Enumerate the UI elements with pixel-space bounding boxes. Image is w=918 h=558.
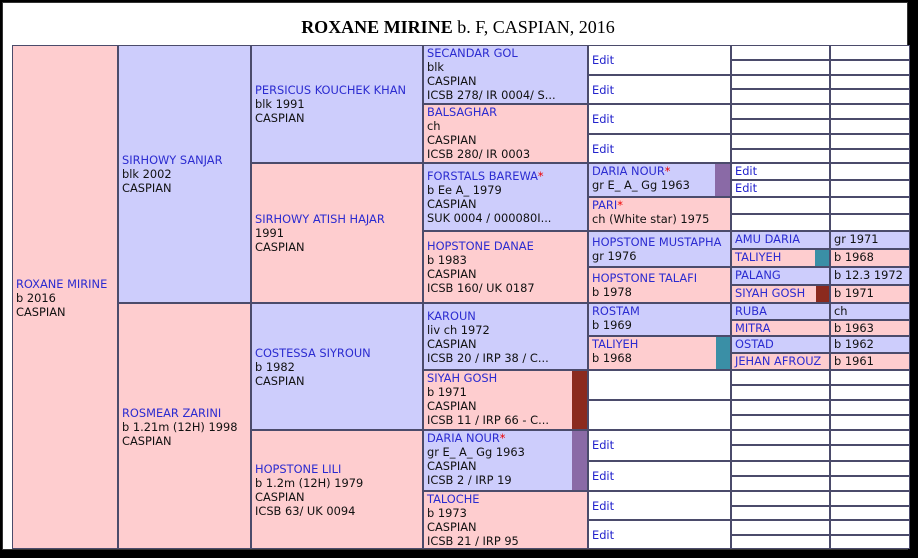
gen4-cell-h: TALOCHE b 1973 CASPIAN ICSB 21 / IRP 95 [423, 491, 588, 549]
edit-link[interactable]: Edit [735, 181, 758, 195]
gen3-link-b[interactable]: SIRHOWY ATISH HAJAR [255, 212, 385, 226]
gen6-link[interactable]: SIYAH GOSH [735, 286, 806, 300]
gen4-link-g[interactable]: DARIA NOUR* [427, 431, 506, 445]
gen5-empty-5 [588, 370, 731, 400]
gen5-empty-2 [588, 75, 731, 104]
gen6-link[interactable]: PALANG [735, 268, 781, 282]
gen6-empty [731, 45, 830, 60]
gen6-empty [830, 476, 910, 491]
gen5-cell-pari: PARI* ch (White star) 1975 [588, 197, 731, 231]
gen4-link-h[interactable]: TALOCHE [427, 492, 480, 506]
gen6-empty [830, 491, 910, 506]
gen6-empty [731, 400, 830, 415]
gen5-link-daria[interactable]: DARIA NOUR* [592, 164, 671, 178]
gen6-cell [731, 249, 830, 267]
gen6-info: gr 1971 [830, 231, 910, 249]
gen6-empty [731, 491, 830, 506]
gen3-cell-d: HOPSTONE LILI b 1.2m (12H) 1979 CASPIAN ICSB 63/ UK 0094 [251, 430, 423, 549]
sire-link[interactable]: SIRHOWY SANJAR [122, 153, 223, 167]
gen6-empty [731, 430, 830, 445]
gen6-empty [731, 89, 830, 104]
gen5-cell-rostam: ROSTAM b 1969 [588, 303, 731, 336]
gen4-link-e[interactable]: KAROUN [427, 309, 476, 323]
gen3-cell-a: PERSICUS KOUCHEK KHAN blk 1991 CASPIAN [251, 45, 423, 163]
gen6-empty [830, 75, 910, 89]
gen5-empty-7 [588, 430, 731, 461]
gen6-cell [731, 320, 830, 336]
gen5-link-talafi[interactable]: HOPSTONE TALAFI [592, 271, 698, 285]
gen6-empty [731, 197, 830, 214]
gen4-cell-d: HOPSTONE DANAE b 1983 CASPIAN ICSB 160/ UK 0187 [423, 231, 588, 303]
gen4-cell-g: DARIA NOUR* gr E_ A_ Gg 1963 CASPIAN ICSB 2 / IRP 19 [423, 430, 588, 491]
color-marker-brown [816, 286, 829, 302]
gen6-empty [731, 119, 830, 134]
gen3-link-d[interactable]: HOPSTONE LILI [255, 462, 342, 476]
gen6-link[interactable]: RUBA [735, 304, 767, 318]
gen6-cell [731, 267, 830, 285]
gen6-empty [830, 119, 910, 134]
gen6-empty [731, 149, 830, 163]
gen6-empty [731, 461, 830, 476]
gen6-empty [731, 535, 830, 549]
gen5-empty-4 [588, 134, 731, 163]
gen6-empty [830, 520, 910, 535]
gen6-info: b 1968 [830, 249, 910, 267]
gen6-link[interactable]: TALIYEH [735, 250, 782, 264]
gen5-link-pari[interactable]: PARI* [592, 198, 623, 212]
gen6-empty [830, 60, 910, 75]
gen6-empty [731, 415, 830, 430]
gen5-link-mustapha[interactable]: HOPSTONE MUSTAPHA [592, 235, 722, 249]
edit-link[interactable]: Edit [592, 142, 615, 156]
gen5-cell-talafi: HOPSTONE TALAFI b 1978 [588, 267, 731, 303]
gen5-empty-9 [588, 491, 731, 520]
gen6-empty [731, 60, 830, 75]
color-marker-teal [815, 250, 829, 266]
edit-link[interactable]: Edit [735, 164, 758, 178]
gen5-link-taliyeh[interactable]: TALIYEH [592, 337, 639, 351]
dam-link[interactable]: ROSMEAR ZARINI [122, 406, 222, 420]
gen5-empty-6 [588, 400, 731, 430]
gen6-link[interactable]: JEHAN AFROUZ [735, 354, 822, 368]
gen6-empty [731, 134, 830, 149]
gen6-empty [731, 506, 830, 520]
gen4-link-b[interactable]: BALSAGHAR [427, 105, 498, 119]
gen6-cell [731, 285, 830, 303]
gen5-cell-mustapha: HOPSTONE MUSTAPHA gr 1976 [588, 231, 731, 267]
gen6-empty [731, 180, 830, 197]
gen3-link-a[interactable]: PERSICUS KOUCHEK KHAN [255, 83, 407, 97]
gen6-info: b 1971 [830, 285, 910, 303]
gen6-empty [830, 149, 910, 163]
pedigree-window [2, 2, 908, 550]
gen3-link-c[interactable]: COSTESSA SIYROUN [255, 346, 371, 360]
gen6-empty [731, 104, 830, 119]
gen6-link[interactable]: AMU DARIA [735, 232, 801, 246]
gen6-link[interactable]: OSTAD [735, 337, 774, 351]
pedigree-table [12, 45, 910, 549]
gen6-empty [830, 214, 910, 231]
color-marker-purple [715, 164, 730, 196]
gen4-cell-a: SECANDAR GOL blk CASPIAN ICSB 278/ IR 0004/ S... [423, 45, 588, 104]
gen6-empty [830, 430, 910, 445]
gen6-empty [830, 535, 910, 549]
subject-horse-link[interactable]: ROXANE MIRINE [16, 277, 108, 291]
gen5-cell-daria: DARIA NOUR* gr E_ A_ Gg 1963 [588, 163, 731, 197]
sire-cell: SIRHOWY SANJAR blk 2002 CASPIAN [118, 45, 251, 303]
color-marker-teal [716, 337, 730, 369]
gen6-empty [830, 385, 910, 400]
gen5-empty-3 [588, 104, 731, 134]
gen6-empty [830, 461, 910, 476]
gen6-empty [830, 506, 910, 520]
edit-link[interactable]: Edit [592, 112, 615, 126]
gen6-empty [731, 75, 830, 89]
subject-horse-cell: ROXANE MIRINE b 2016 CASPIAN [12, 45, 118, 549]
dam-cell: ROSMEAR ZARINI b 1.21m (12H) 1998 CASPIAN [118, 303, 251, 549]
gen6-empty [830, 104, 910, 119]
page-title: ROXANE MIRINE b. F, CASPIAN, 2016 [301, 17, 615, 37]
gen6-info: b 12.3 1972 [830, 267, 910, 285]
gen4-link-f[interactable]: SIYAH GOSH [427, 371, 498, 385]
gen6-empty [830, 400, 910, 415]
gen6-info: b 1963 [830, 320, 910, 336]
gen6-cell [731, 303, 830, 320]
gen5-empty-8 [588, 461, 731, 491]
gen6-empty [731, 370, 830, 385]
gen4-link-d[interactable]: HOPSTONE DANAE [427, 239, 534, 253]
gen6-empty [830, 89, 910, 104]
gen6-empty [830, 370, 910, 385]
gen6-link[interactable]: MITRA [735, 321, 771, 335]
edit-link[interactable]: Edit [592, 499, 615, 513]
gen4-link-c[interactable]: FORSTALS BAREWA* [427, 169, 544, 183]
gen4-link-a[interactable]: SECANDAR GOL [427, 46, 518, 60]
gen6-empty [830, 415, 910, 430]
gen5-cell-taliyeh: TALIYEH b 1968 [588, 336, 731, 370]
gen6-empty [830, 163, 910, 180]
gen6-info: b 1962 [830, 336, 910, 353]
gen6-empty [731, 214, 830, 231]
gen6-empty [830, 445, 910, 461]
edit-link[interactable]: Edit [592, 528, 615, 542]
gen6-empty [731, 385, 830, 400]
gen6-empty [731, 445, 830, 461]
gen4-cell-f: SIYAH GOSH b 1971 CASPIAN ICSB 11 / IRP 66 - C... [423, 370, 588, 430]
gen4-cell-c: FORSTALS BAREWA* b Ee A_ 1979 CASPIAN SUK 0004 / 000080I... [423, 163, 588, 231]
edit-link[interactable]: Edit [592, 53, 615, 67]
gen6-cell [731, 336, 830, 353]
gen6-cell [731, 353, 830, 370]
gen6-cell [731, 231, 830, 249]
gen6-empty [830, 134, 910, 149]
gen4-cell-e: KAROUN liv ch 1972 CASPIAN ICSB 20 / IRP 38 / C... [423, 303, 588, 370]
gen3-cell-b: SIRHOWY ATISH HAJAR 1991 CASPIAN [251, 163, 423, 303]
color-marker-brown [572, 371, 587, 429]
edit-link[interactable]: Edit [592, 469, 615, 483]
gen5-empty-10 [588, 520, 731, 549]
gen4-cell-b: BALSAGHAR ch CASPIAN ICSB 280/ IR 0003 [423, 104, 588, 163]
gen6-empty [830, 45, 910, 60]
edit-link[interactable]: Edit [592, 83, 615, 97]
gen6-empty [830, 180, 910, 197]
gen5-link-rostam[interactable]: ROSTAM [592, 304, 640, 318]
gen6-empty [731, 520, 830, 535]
gen6-empty [731, 163, 830, 180]
gen6-info: b 1961 [830, 353, 910, 370]
gen6-empty [731, 476, 830, 491]
edit-link[interactable]: Edit [592, 438, 615, 452]
color-marker-purple [572, 431, 587, 490]
gen3-cell-c: COSTESSA SIYROUN b 1982 CASPIAN [251, 303, 423, 430]
gen6-empty [830, 197, 910, 214]
gen6-info: ch [830, 303, 910, 320]
gen5-empty-1 [588, 45, 731, 75]
